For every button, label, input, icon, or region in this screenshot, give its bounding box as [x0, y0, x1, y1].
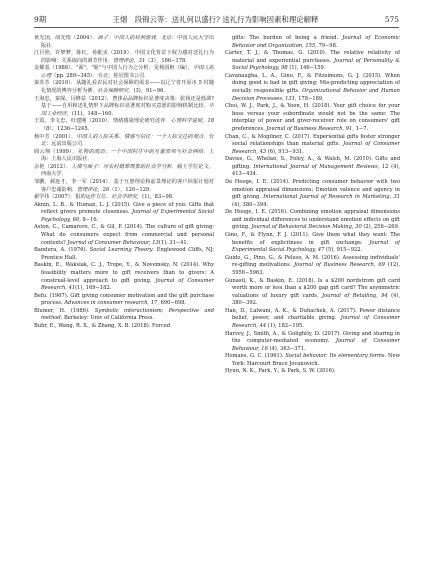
reference-text: Davies, G., Whelan, S., Foley, A., & Walsh, M. (2010). Gifts and gifting.	[225, 156, 400, 170]
reference-text: 邹鹏，郝连才，李一军（2014）．基于互惠理论和前景理论的客户回报计划对客户忠诚影响．	[34, 178, 214, 193]
reference-entry	[225, 278, 400, 308]
reference-text: Homans, G. C. (1961).	[225, 353, 286, 360]
reference-source: Journal of Business Research, 91	[266, 125, 353, 132]
issue-number: 9期	[34, 15, 47, 24]
reference-text: Gino, F., & Flynn, F. J. (2011). Give them what they want: The benefits of explicitness in gift exchange.	[225, 232, 400, 246]
reference-tail: （8），1236−1245．	[41, 125, 93, 132]
reference-text: 杨中芳（2001）．	[34, 133, 77, 140]
reference-tail: (1), 146−159.	[287, 65, 326, 72]
reference-source: 礼物的流动：一个中国村庄中的互惠原则与社会网络	[77, 148, 204, 155]
reference-entry	[34, 179, 214, 194]
reference-entry	[34, 308, 214, 323]
reference-tail: (6), 913−931.	[266, 148, 304, 155]
reference-entry	[225, 209, 400, 232]
reference-source: Journal of Personality & Social Psychology, 98	[232, 57, 400, 72]
reference-text: 秦苏芳（2010）．从随礼看农民对社会保障的需求——以辽宁省开原市 5 村随礼情况的博弈分析为例．	[34, 80, 214, 95]
reference-entry	[34, 118, 214, 133]
reference-tail: ．上海：上海人民出版社．	[41, 148, 214, 163]
reference-tail: , 178−189.	[294, 95, 324, 102]
reference-text: Hyun, N. K., Park, Y., & Park, S. W. (2016).	[225, 368, 336, 375]
reference-entry	[225, 179, 400, 209]
reference-source: Advances in consumer research, 17	[64, 300, 158, 307]
reference-entry	[34, 80, 214, 95]
reference-source: Social behavior: Its elementary forms	[285, 353, 385, 360]
reference-tail: (4), 363−371.	[267, 345, 306, 352]
reference-source: 管理评论，31	[112, 57, 146, 64]
reference-text: Befu. (1967). Gift giving consumer motivation and the gift purchase process.	[34, 292, 214, 307]
reference-entry	[34, 293, 214, 308]
reference-text: 阎云翔（1999）．	[34, 148, 78, 155]
reference-tail: (1), 31−41.	[158, 239, 189, 246]
reference-text: Baskin, E., Wakslak, C. J., Trope, Y., & Novemsky, N. (2014). Why feasibility matters more to gift receivers than to givers: A construal-level approach to gift giving.	[34, 262, 214, 284]
page-number: 575	[384, 15, 399, 24]
reference-entry	[225, 353, 400, 368]
reference-entry	[225, 331, 400, 354]
reference-entry	[225, 50, 400, 73]
reference-text: 翟学伟（2007）．报的运作方位．	[34, 194, 112, 201]
reference-entry	[34, 224, 214, 247]
reference-entry	[34, 323, 214, 331]
reference-text: Gunasti, K., & Baskin, E. (2018). Is a $200 nordstrom gift card worth more or less than a $200 gap gift card? The asymmetric valuations of luxury gift cards.	[225, 277, 400, 299]
reference-tail: (1), 169−182.	[75, 285, 112, 292]
reference-tail: (12), 5956−5963.	[232, 262, 400, 276]
reference-tail: （3），166−178．	[145, 57, 191, 64]
reference-text: Han, D., Lalwani, A. K., & Duhachek, A. (2017). Power distance belief, power, and charitable giving.	[225, 307, 400, 322]
reference-tail: （1），120−129．	[109, 186, 155, 193]
reference-source: Organizational Behavior and Human Decision Processes, 131	[232, 88, 400, 102]
reference-source: Journal of Experimental Social Psychology, 47	[232, 239, 400, 254]
reference-tail: (4), 380−392.	[232, 292, 400, 307]
reference-entry	[225, 134, 400, 157]
reference-tail: ，(11)，148−160．	[66, 110, 117, 117]
header-rule	[34, 27, 399, 28]
reference-tail: , 690−698.	[157, 300, 187, 307]
reference-text: Chan, C., & Mogilner, C. (2017). Experiential gifts foster stronger social relationships than material gifts.	[225, 133, 400, 148]
reference-text: Bandura, A. (1976).	[34, 247, 90, 254]
reference-text: Choi, W. J., Park, J., & Yoon, H. (2018). Your gift choice for your boss versus your subordinate would not be the same: The interplay of power and giver-receiver role on consumers' gift preferences.	[225, 103, 400, 132]
reference-source: Symbolic interactionism; Perspective and method	[41, 307, 214, 322]
reference-source: Journal of Consumer Research, 44	[232, 315, 400, 329]
reference-source: 管理评论，26	[76, 186, 110, 193]
reference-source: 心理科学进展，18	[170, 118, 214, 125]
reference-entry	[34, 134, 214, 149]
reference-source: Social Learning Theory	[89, 247, 153, 254]
reference-source: Journal of Experimental Social Psychology, 60	[41, 209, 214, 223]
reference-source: International Journal of Management Reviews, 12	[253, 163, 389, 170]
reference-entry	[34, 149, 214, 164]
reference-text: 余艳（2012）．	[34, 163, 72, 170]
running-header	[34, 11, 399, 25]
references-right-column	[225, 35, 400, 376]
reference-entry	[34, 50, 214, 65]
reference-source: 中国工业经济	[41, 103, 214, 117]
reference-text: 王海忠，秦琛，闫修益（2012）．奢侈品品牌标识显著度决策：张扬还是低调? 基于——自用和送礼情形下品牌标识显著度对购买意愿的影响机制比较．	[34, 95, 214, 110]
reference-source: 社会学研究	[111, 194, 138, 201]
reference-source: 中国人的人际关系、情感与信任：一个人际交往的观点	[76, 133, 204, 140]
reference-tail: . Englewood Cliffs, NJ: Prentice Hall.	[41, 247, 214, 261]
reference-tail: ．硕士学位论文．西南大学．	[41, 163, 214, 178]
reference-tail: ，(1)，83−98．	[137, 194, 178, 201]
reference-text: 黄光国，胡先缙（2004）．	[34, 35, 98, 41]
reference-source: Journal of Consumer Behaviour, 13	[67, 239, 159, 246]
reference-source: Journal of Behavioral Decision Making, 30	[251, 224, 362, 231]
reference-tail: (1), 182−195.	[266, 322, 304, 329]
reference-source: 人情与面子：对农村婚葬现象的社会学分析	[71, 163, 172, 170]
reference-tail: , 79−98.	[315, 42, 338, 49]
reference-entry	[34, 96, 214, 119]
reference-source: 面子：中国人的权利游戏	[97, 35, 156, 41]
reference-text: 王霞，李文忠，杜建刚（2010）．情绪感染理论研究述评．	[34, 118, 171, 125]
reference-text: Carter, T. J., & Thomas, G. (2010). The relative relativity of material and experiential purchases.	[225, 50, 400, 64]
reference-text: Guido, G., Pino, G., & Peluso, A. M. (2016). Assessing individuals' re-gifting motivations.	[225, 254, 400, 269]
reference-source: 中国人的心理	[41, 65, 214, 79]
reference-entry	[34, 35, 214, 50]
reference-tail: (5), 915−922.	[324, 247, 363, 254]
references-left-column	[34, 35, 214, 331]
reference-source: International Journal of Research in Marketing, 31	[263, 194, 400, 201]
reference-text: Aston, C., Camarero, C., & Gil, F. (2014). The culture of gift giving: What do consumers expect from commercial and personal contexts?	[34, 224, 214, 246]
reference-text: Blumer, H. (1986).	[34, 307, 95, 314]
reference-text: De Hooge, I. E. (2016). Combining emotion appraisal dimensions and individual differences to understand emotion effects on gift giving.	[225, 209, 400, 231]
reference-text: Aknin, L. B., & Human, L. J. (2015). Give a piece of you: Gifts that reflect givers promote closeness.	[34, 201, 214, 216]
reference-entry	[225, 73, 400, 103]
reference-entry	[225, 255, 400, 278]
reference-text: De Hooge, I. E. (2014). Predicting consumer behavior with two emotion appraisal dimensions; Emotion valence and agency in gift giving.	[225, 178, 400, 201]
reference-tail: ，(3)，91−96．	[128, 88, 169, 95]
reference-source: 社会保障研究	[97, 88, 129, 95]
reference-tail: ．台北：远流出版公司．	[41, 133, 214, 148]
reference-source: Journal of Consumer Research, 41	[41, 277, 214, 292]
reference-entry	[34, 202, 214, 225]
reference-text: gifts: The burden of being a friend.	[232, 35, 343, 41]
reference-text: Buhr, E., Wang, R. X., & Zhang, X. B. (2018). Forced	[34, 322, 171, 329]
reference-entry	[225, 103, 400, 133]
reference-entry	[225, 232, 400, 255]
reference-entry	[225, 156, 400, 179]
reference-tail: （pp. 289−345）．台北：桂冠图书公司．	[51, 72, 150, 79]
reference-tail: (4), 413−434.	[232, 163, 400, 178]
reference-text: Cavanaugha, L. A., Gino, F., & Fitzsimons, G. J. (2015). When doing good is bad in gift giving: Mis-predicting appreciation of socially responsible gifts.	[225, 72, 400, 95]
reference-entry	[225, 35, 400, 50]
reference-tail: (2), 256−269.	[361, 224, 400, 231]
reference-entry	[34, 247, 214, 262]
reference-source: Journal of Economic Behavior and Organization, 155	[232, 35, 400, 49]
reference-source: Journal of Business Research, 69	[294, 262, 385, 269]
reference-entry	[34, 65, 214, 80]
reference-entry	[225, 308, 400, 331]
reference-tail: ．北京：中国人民大学出版社．	[41, 35, 214, 49]
reference-text: 江巨艳，许梦梦，陈红，孙配贞（2019）．中国文化背景下权力感对送礼行为的影响：关系取向的调节作用．	[34, 50, 214, 64]
reference-source: Journal of Consumer Behaviour, 16	[232, 338, 400, 352]
reference-source: Journal of Retailing, 94	[321, 292, 388, 299]
reference-tail: , 8−16.	[79, 216, 99, 223]
reference-tail: . Berkeley: Univ of California Press.	[60, 315, 155, 322]
reference-entry	[34, 194, 214, 202]
reference-tail: . New York: Harcourt Brace Jovanovich.	[232, 353, 400, 367]
running-title: 王烟 段锦云等：送礼何以盛行? 送礼行为影响因素和理论解释	[112, 15, 319, 24]
reference-entry	[34, 164, 214, 179]
reference-entry	[34, 262, 214, 292]
reference-text: Harvey, J., Smith, A., & Golightly, D. (2017). Giving and sharing in the computer-mediated economy.	[225, 330, 400, 345]
reference-entry	[225, 368, 400, 376]
reference-source: Journal of Consumer Research, 43	[232, 141, 400, 155]
reference-text: 金耀基（1988）．"面"、"耻"与中国人行为之分析．见杨国枢（编），	[34, 65, 194, 72]
reference-tail: (4), 380−394.	[232, 201, 269, 208]
reference-tail: , 1−7.	[352, 125, 369, 132]
